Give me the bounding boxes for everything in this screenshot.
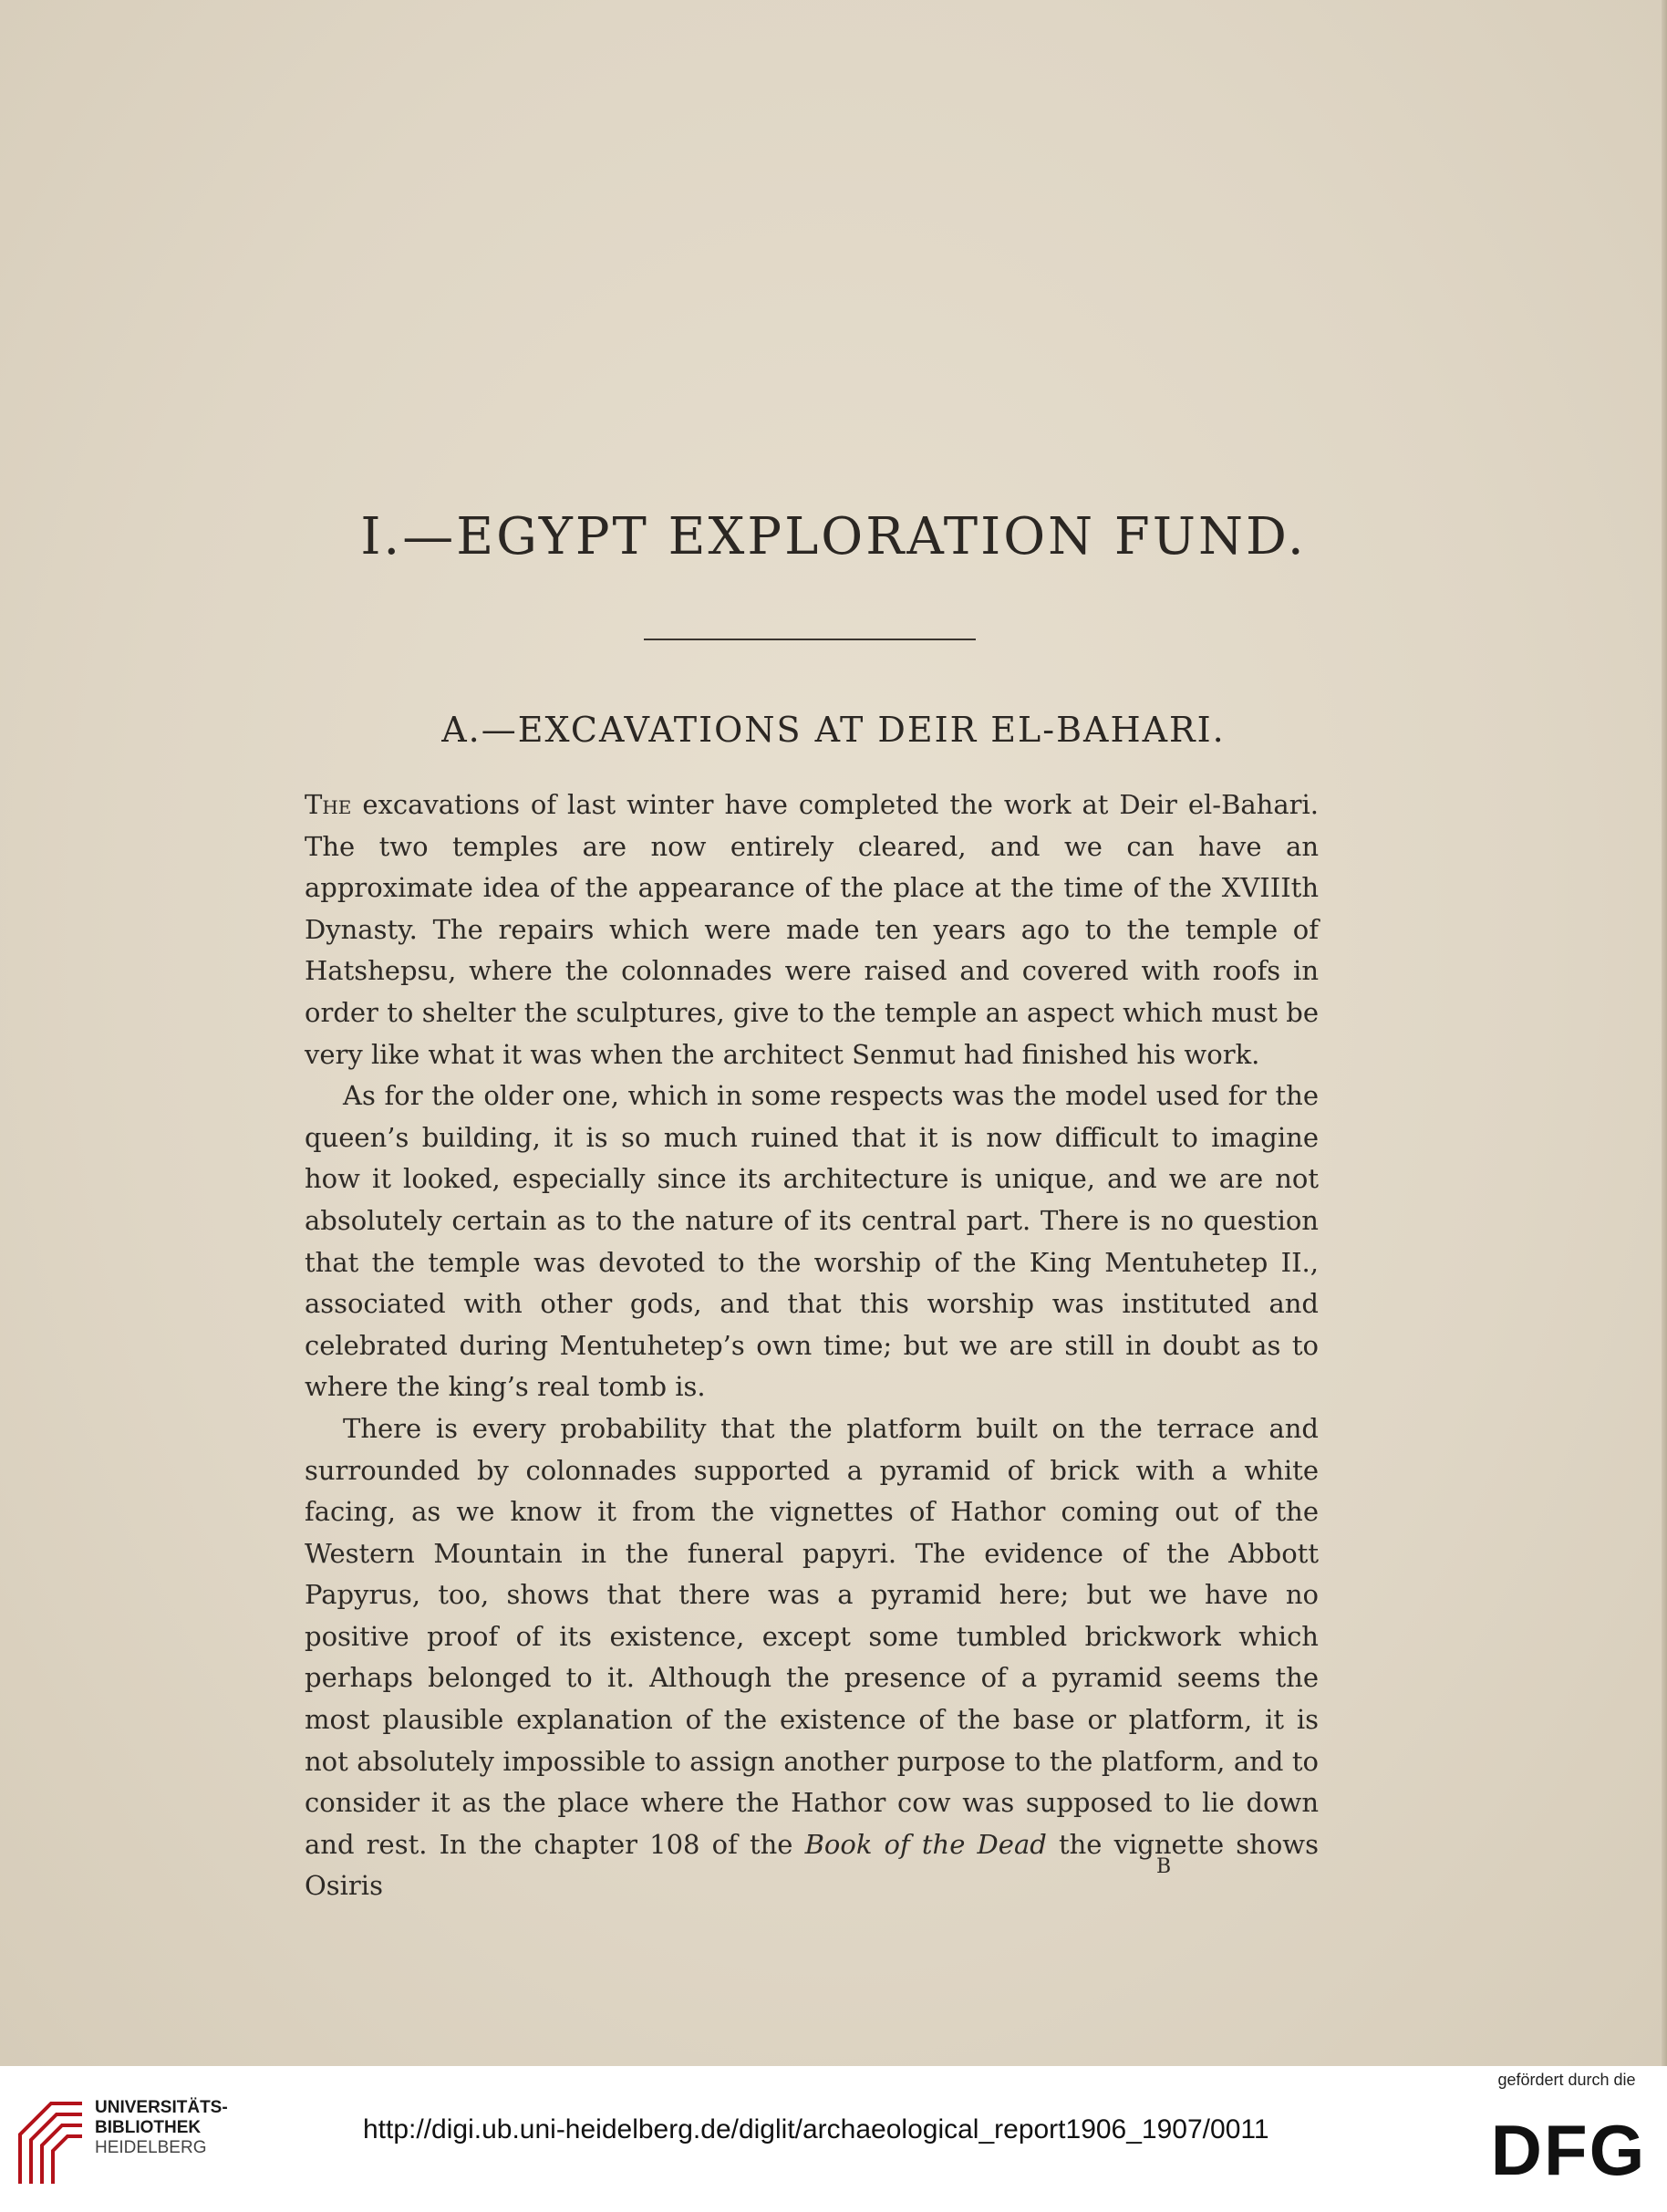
section-heading: A.—EXCAVATIONS AT DEIR EL-BAHARI.	[441, 710, 1226, 750]
permalink-url[interactable]: http://digi.ub.uni-heidelberg.de/diglit/archaeological_report1906_1907/0011	[363, 2114, 1269, 2144]
funded-by-label: gefördert durch die	[1497, 2071, 1636, 2089]
paragraph-3	[305, 1408, 1319, 1907]
dfg-logo[interactable]: DFG	[1490, 2110, 1647, 2190]
library-name-line: HEIDELBERG	[95, 2138, 207, 2157]
page-title: I.—EGYPT EXPLORATION FUND.	[360, 507, 1307, 566]
title-divider	[644, 639, 976, 640]
library-name-line: BIBLIOTHEK	[95, 2118, 202, 2137]
library-name	[95, 2098, 228, 2158]
paragraph-2: As for the older one, which in some respects was the model used for the queen’s building, it is so much ruined that it is now difficult to imagine how it looked, especially since its architecture is unique, and we are not absolutely certain as to the nature of its central part. There is no question that the temple was devoted to the worship of the King Mentuhetep II., associated with other gods, and that this worship was instituted and celebrated during Mentuhetep’s own time; but we are still in doubt as to where the king’s real tomb is.	[305, 1080, 1319, 1403]
paragraph-text: the vignette shows Osiris	[305, 1828, 1320, 1902]
page-edge	[1662, 0, 1667, 2066]
library-logo-icon[interactable]	[15, 2094, 88, 2193]
paragraph-text: excavations of last winter have completed the work at Deir el-Bahari. The two temples are now entirely cleared, and we can have an approximate idea of the appearance of the place at the time of the XVIIIth Dynasty. The repairs which were made ten years ago to the temple of Hatshepsu, where the colonnades were raised and covered with roofs in order to shelter the sculptures, give to the temple an aspect which must be very like what it was when the architect Senmut had finished his work.	[305, 789, 1319, 1070]
paragraph-text: There is every probability that the platform built on the terrace and surrounded by colonnades supported a pyramid of brick with a white facing, as we know it from the vignettes of Hathor coming out of the Western Mountain in the funeral papyri. The evidence of the Abbott Papyrus, too, shows that there was a pyramid here; but we have no positive proof of its existence, except some tumbled brickwork which perhaps belonged to it. Although the presence of a pyramid seems the most plausible explanation of the existence of the base or platform, it is not absolutely impossible to assign another purpose to the platform, and to consider it as the place where the Hathor cow was supposed to lie down and rest. In the chapter 108 of the	[305, 1412, 1319, 1860]
signature-mark: B	[1156, 1855, 1172, 1878]
book-title: Book of the Dead	[804, 1828, 1047, 1860]
paragraph-lead: The	[305, 789, 352, 820]
paragraph-1	[305, 784, 1319, 1075]
library-name-line: UNIVERSITÄTS-	[95, 2098, 228, 2117]
body-text	[305, 784, 1319, 1907]
